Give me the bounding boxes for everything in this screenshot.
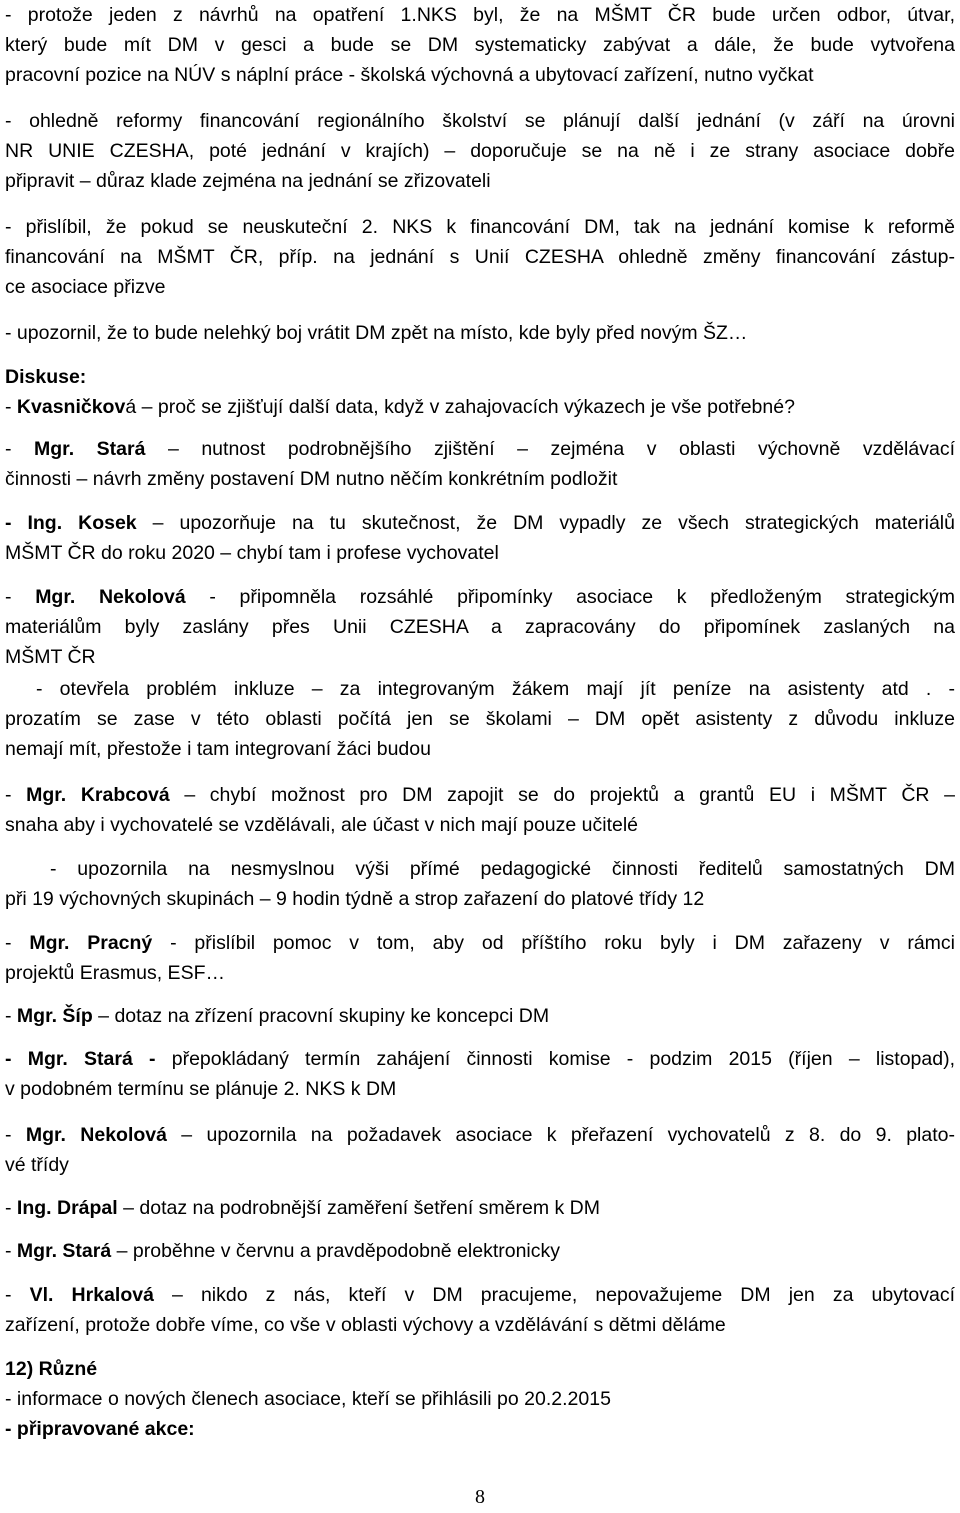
paragraph	[5, 318, 955, 348]
speaker-name: Vl. Hrkalová	[29, 1284, 154, 1306]
item-prefix: -	[5, 1124, 26, 1146]
discussion-item	[5, 1193, 955, 1223]
text-line: - upozornila na nesmyslnou výši přímé pedagogické činnosti ředitelů samostatných DM	[50, 858, 955, 880]
discussion-item	[5, 392, 955, 422]
speaker-name: Mgr. Nekolová	[35, 586, 186, 608]
text-line: snaha aby i vychovatelé se vzdělávali, ale účast v nich mají pouze učitelé	[5, 814, 639, 836]
item-prefix: -	[5, 1005, 17, 1027]
item-text: – dotaz na zřízení pracovní skupiny ke koncepci DM	[92, 1005, 550, 1027]
item-prefix: -	[5, 438, 35, 460]
text-line: prozatím se zase v této oblasti počítá jen se školami – DM opět asistenty z důvodu inkluze	[5, 708, 955, 730]
discussion-subitem	[5, 854, 955, 914]
section-heading: - připravované akce:	[5, 1418, 195, 1440]
text-line: pracovní pozice na NÚV s náplní práce - školská výchovná a ubytovací zařízení, nutno vyčkat	[5, 64, 814, 86]
text-line: - informace o nových členech asociace, kteří se přihlásili po 20.2.2015	[5, 1388, 611, 1410]
speaker-name: Mgr. Stará	[16, 1240, 112, 1262]
discussion-item	[5, 928, 955, 988]
page-number: 8	[475, 1486, 485, 1508]
item-text: – upozorňuje na tu skutečnost, že DM vypadly ze všech strategických materiálů	[136, 512, 955, 534]
section-heading: Diskuse:	[5, 366, 87, 388]
text-line: - upozornil, že to bude nelehký boj vrátit DM zpět na místo, kde byly před novým ŠZ…	[5, 322, 748, 344]
speaker-name: - Mgr. Stará -	[5, 1048, 156, 1070]
discussion-subitem	[5, 674, 955, 764]
text-line: činnosti – návrh změny postavení DM nutno něčím konkrétním podložit	[5, 468, 618, 490]
text-line: zařízení, protože dobře víme, co vše v oblasti výchovy a vzdělávání s dětmi děláme	[5, 1314, 726, 1336]
text-line: připravit – důraz klade zejména na jednání se zřizovateli	[5, 170, 491, 192]
text-line: - otevřela problém inkluze – za integrovaným žákem mají jít peníze na asistenty atd . -	[36, 678, 955, 700]
item-prefix: -	[5, 1284, 30, 1306]
item-text: – proč se zjišťují další data, když v zahajovacích výkazech je vše potřebné?	[136, 396, 795, 418]
item-text: - připomněla rozsáhlé připomínky asociace k předloženým strategickým	[185, 586, 955, 608]
item-prefix: -	[5, 784, 27, 806]
discussion-item	[5, 508, 955, 568]
text-line: NR UNIE CZESHA, poté jednání v krajích) – doporučuje se na ně i ze strany asociace dobře	[5, 140, 955, 162]
item-text: – upozornila na požadavek asociace k přeřazení vychovatelů z 8. do 9. plato-	[166, 1124, 955, 1146]
item-prefix: -	[5, 586, 36, 608]
speaker-name: Mgr. Nekolová	[25, 1124, 167, 1146]
item-text: – chybí možnost pro DM zapojit se do projektů a grantů EU i MŠMT ČR –	[169, 784, 955, 806]
item-text: – nutnost podrobnějšího zjištění – zejména v oblasti výchovně vzdělávací	[145, 438, 955, 460]
item-text: – dotaz na podrobnější zaměření šetření směrem k DM	[117, 1197, 601, 1219]
text-line: který bude mít DM v gesci a bude se DM systematicky zabývat a dále, že bude vytvořena	[5, 34, 955, 56]
speaker-name-suffix: á	[125, 396, 137, 418]
speaker-name: Ing. Drápal	[16, 1197, 118, 1219]
text-line: financování na MŠMT ČR, příp. na jednání s Unií CZESHA ohledně změny financování zástup-	[5, 246, 955, 268]
item-prefix: -	[5, 1197, 17, 1219]
text-line: - ohledně reformy financování regionálního školství se plánují další jednání (v září na úrovni	[5, 110, 955, 132]
item-prefix: -	[5, 1240, 17, 1262]
discussion-item	[5, 1120, 955, 1180]
text-line: projektů Erasmus, ESF…	[5, 962, 225, 984]
discussion-item	[5, 780, 955, 840]
item-text: – proběhne v červnu a pravděpodobně elektronicky	[111, 1240, 561, 1262]
discussion-item	[5, 1280, 955, 1340]
text-line: v podobném termínu se plánuje 2. NKS k DM	[5, 1078, 397, 1100]
text-line: materiálům byly zaslány přes Unii CZESHA a zapracovány do připomínek zaslaných na	[5, 616, 955, 638]
text-line: nemají mít, přestože i tam integrovaní žáci budou	[5, 738, 431, 760]
paragraph	[5, 212, 955, 302]
paragraph	[5, 106, 955, 196]
discussion-item	[5, 582, 955, 672]
discussion-item	[5, 1001, 955, 1031]
section-heading: 12) Různé	[5, 1358, 98, 1380]
speaker-name: Kvasničkov	[16, 396, 126, 418]
text-line: při 19 výchovných skupinách – 9 hodin týdně a strop zařazení do platové třídy 12	[5, 888, 705, 910]
item-text: přepokládaný termín zahájení činnosti komise - podzim 2015 (říjen – listopad),	[155, 1048, 955, 1070]
discussion-item	[5, 1044, 955, 1104]
paragraph	[5, 0, 955, 90]
speaker-name: Mgr. Pracný	[29, 932, 153, 954]
text-line: - protože jeden z návrhů na opatření 1.NKS byl, že na MŠMT ČR bude určen odbor, útvar,	[5, 4, 955, 26]
text-line: ce asociace přizve	[5, 276, 166, 298]
text-line: MŠMT ČR	[5, 646, 96, 668]
speaker-name: Mgr. Šíp	[16, 1005, 93, 1027]
speaker-name: Mgr. Stará	[34, 438, 146, 460]
discussion-item	[5, 434, 955, 494]
paragraph	[5, 1384, 955, 1414]
item-prefix: -	[5, 932, 30, 954]
text-line: - přislíbil, že pokud se neuskuteční 2. NKS k financování DM, tak na jednání komise k reformě	[5, 216, 955, 238]
speaker-name: - Ing. Kosek	[5, 512, 137, 534]
item-text: - přislíbil pomoc v tom, aby od příštího roku byly i DM zařazeny v rámci	[152, 932, 955, 954]
text-line: vé třídy	[5, 1154, 69, 1176]
item-prefix: -	[5, 396, 17, 418]
speaker-name: Mgr. Krabcová	[26, 784, 170, 806]
discussion-item	[5, 1236, 955, 1266]
item-text: – nikdo z nás, kteří v DM pracujeme, nepovažujeme DM jen za ubytovací	[153, 1284, 955, 1306]
text-line: MŠMT ČR do roku 2020 – chybí tam i profese vychovatel	[5, 542, 499, 564]
